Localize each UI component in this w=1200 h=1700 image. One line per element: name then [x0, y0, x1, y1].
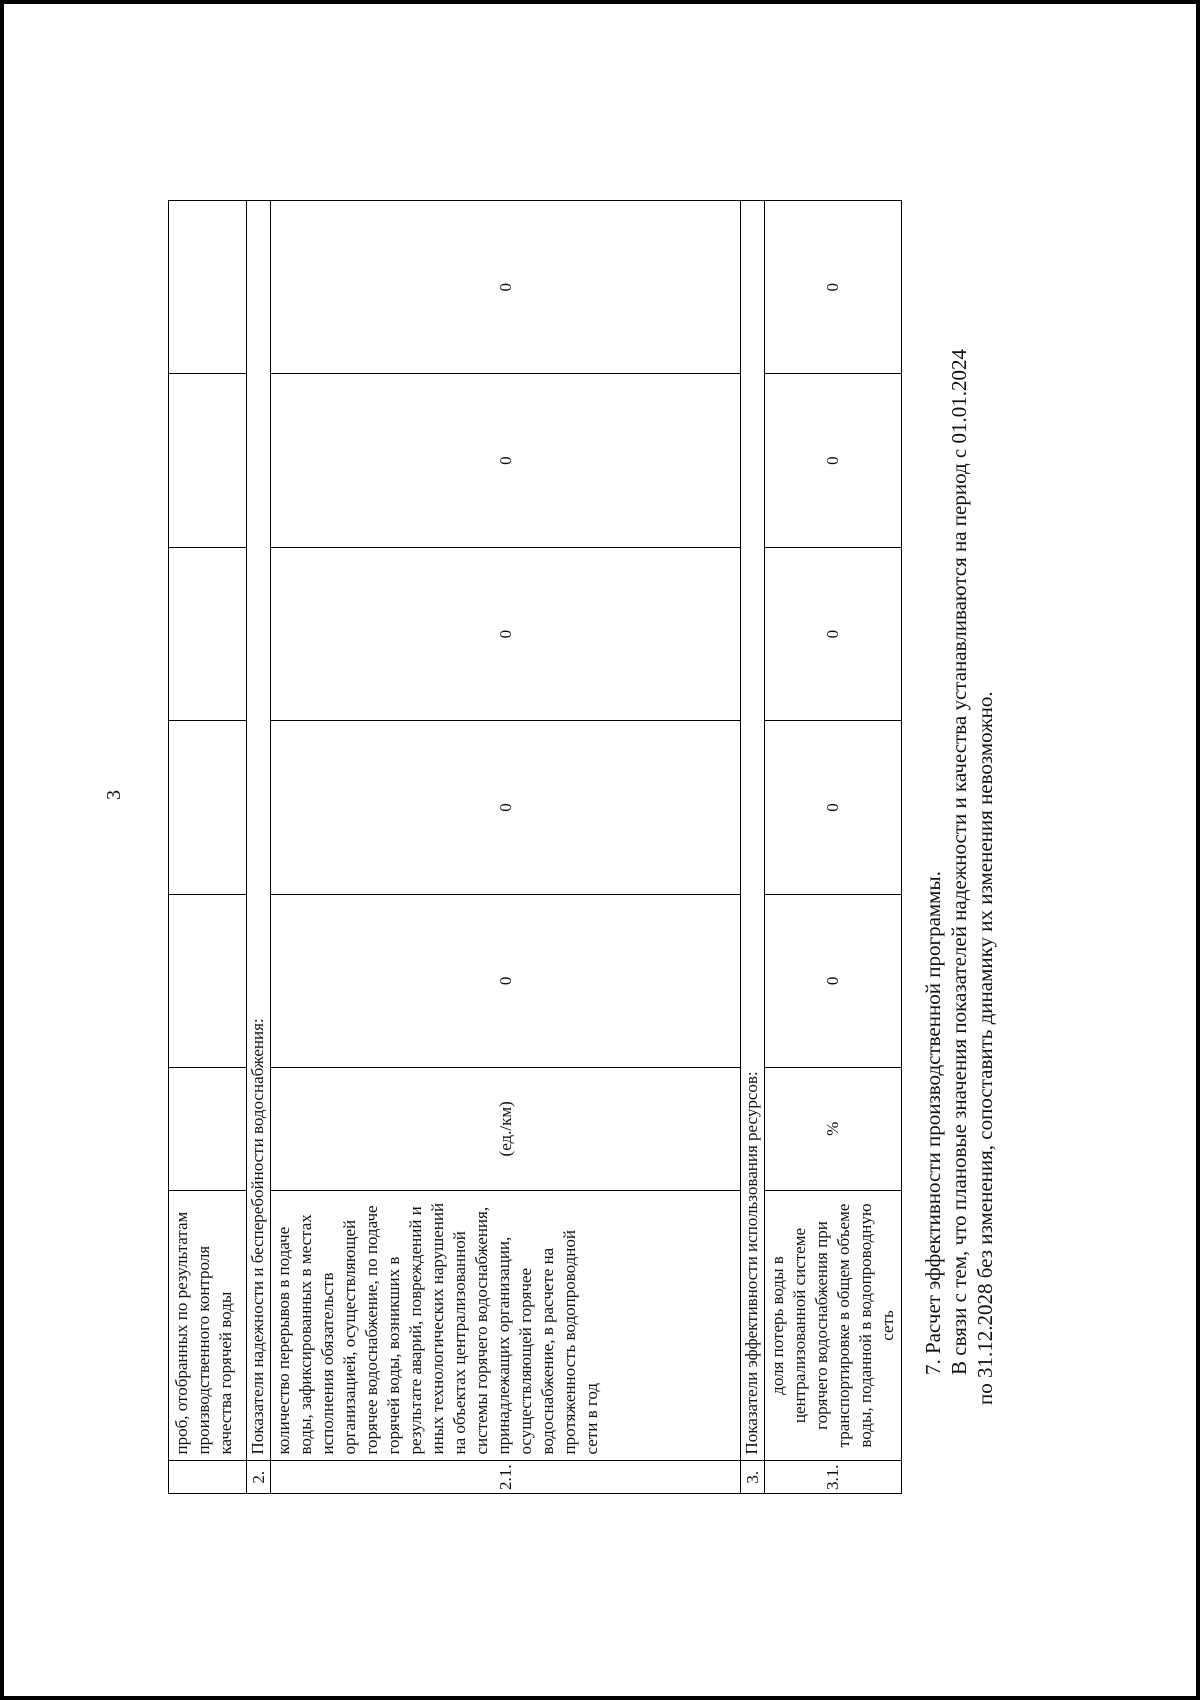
- indicator-name-cell: проб, отобранных по результатам производственного контроля качества горячей воды: [169, 1190, 247, 1461]
- paragraph-line: В связи с тем, что плановые значения показателей надежности и качества устанавливаются на период с 01.01.2024: [947, 348, 971, 1375]
- value-cell: 0: [765, 201, 902, 374]
- paragraph-line: по 31.12.2028 без изменения, сопоставить динамику их изменения невозможно.: [973, 691, 997, 1405]
- unit-cell: %: [765, 1068, 902, 1190]
- section-row: [247, 201, 271, 1494]
- table-row: [271, 201, 741, 1494]
- value-cell: 0: [271, 547, 741, 720]
- value-cell: 0: [765, 894, 902, 1067]
- indicator-name-cell: доля потерь воды в централизованной системе горячего водоснабжения при транспортировке в общем объеме воды, поданной в водопроводную сеть: [765, 1190, 902, 1461]
- value-cell: 0: [765, 374, 902, 547]
- value-cell: 0: [765, 721, 902, 894]
- section-heading: 7. Расчет эффективности производственной программы.: [921, 871, 945, 1375]
- table-row: [169, 201, 247, 1494]
- row-number: 3.1.: [765, 1461, 902, 1494]
- row-number: 2.1.: [271, 1461, 741, 1494]
- indicator-name-cell: количество перерывов в подаче воды, зафиксированных в местах исполнения обязательств организацией, осуществляющей горячее водоснабжение, по подаче горячей воды, возникших в результате аварий, повреждений и иных технологических нарушений на объектах централизованной системы горячего водоснабжения, принадлежащих организации, осуществляющей горячее водоснабжение, в расчете на протяженность водопроводной сети в год: [271, 1190, 741, 1461]
- table-row: [765, 201, 902, 1494]
- notes-section: [920, 105, 998, 1405]
- value-cell: 0: [765, 547, 902, 720]
- unit-cell: (ед./км): [271, 1068, 741, 1190]
- value-cell: 0: [271, 721, 741, 894]
- section-label: Показатели эффективности использования ресурсов:: [741, 201, 765, 1462]
- indicators-table: [168, 200, 902, 1494]
- section-row: [741, 201, 765, 1494]
- value-cell: 0: [271, 894, 741, 1067]
- section-label: Показатели надежности и бесперебойности водоснабжения:: [247, 201, 271, 1462]
- section-number: 3.: [741, 1461, 765, 1494]
- section-number: 2.: [247, 1461, 271, 1494]
- value-cell: 0: [271, 374, 741, 547]
- page-number: 3: [103, 790, 125, 800]
- value-cell: 0: [271, 201, 741, 374]
